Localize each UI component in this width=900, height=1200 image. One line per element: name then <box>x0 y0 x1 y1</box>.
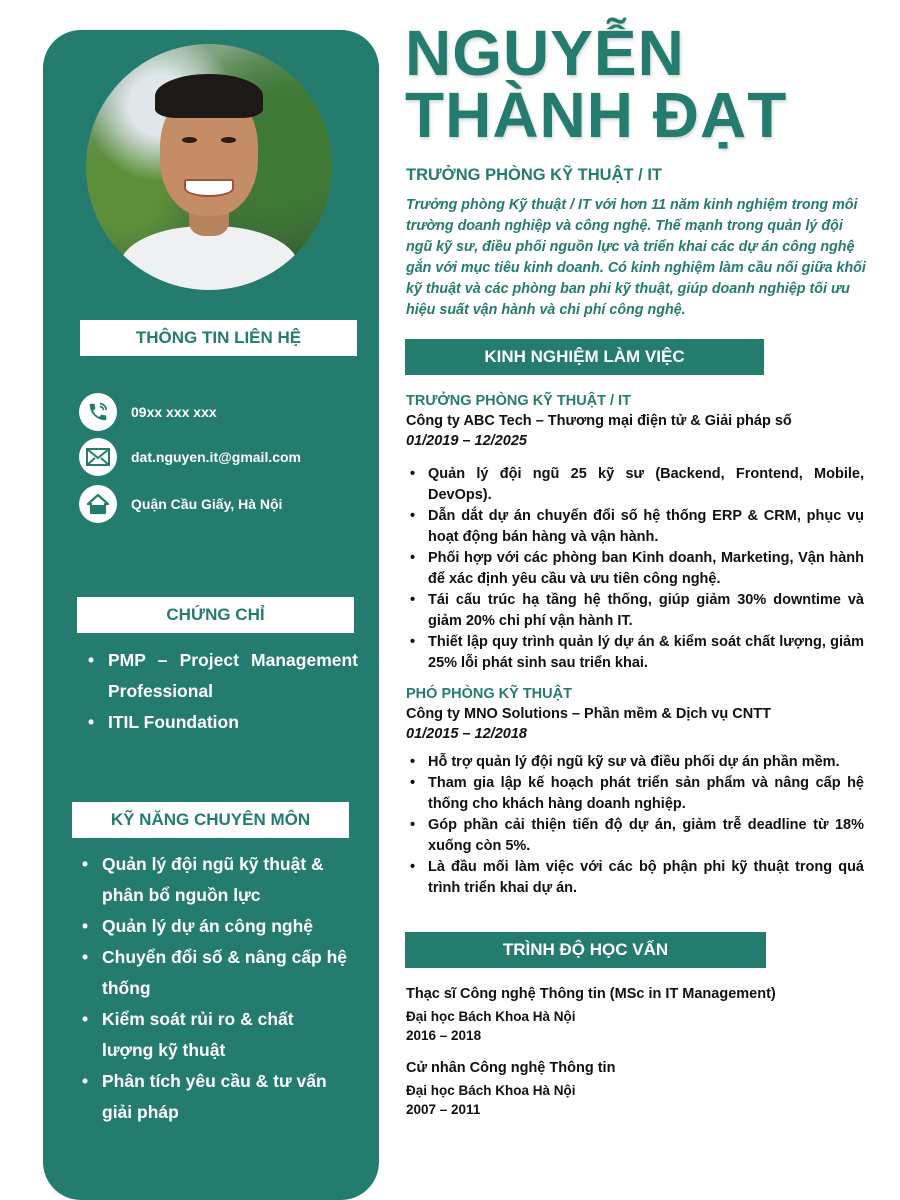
job-period: 01/2019 – 12/2025 <box>406 433 527 449</box>
job-role: TRƯỞNG PHÒNG KỸ THUẬT / IT <box>406 393 631 409</box>
skill-item: • Phân tích yêu cầu & tư vấn giải pháp <box>80 1066 348 1128</box>
skill-item: • Quản lý đội ngũ kỹ thuật & phân bổ nguồn lực <box>80 849 348 911</box>
education-degree: Cử nhân Công nghệ Thông tin <box>406 1060 616 1076</box>
name-line-1: NGUYỄN <box>405 17 685 89</box>
job-bullets <box>406 464 864 674</box>
certificate-item: • ITIL Foundation <box>86 707 358 738</box>
job-period: 01/2015 – 12/2018 <box>406 726 527 742</box>
avatar-hair <box>155 74 263 118</box>
education-school: Đại học Bách Khoa Hà Nội <box>406 1009 576 1024</box>
email-text: dat.nguyen.it@gmail.com <box>131 449 302 465</box>
job-bullet: • Tham gia lập kế hoạch phát triển sản phẩm và nâng cấp hệ thống cho khách hàng doanh nghiệp. <box>406 773 864 815</box>
education-header: TRÌNH ĐỘ HỌC VẤN <box>405 932 766 968</box>
avatar-smile <box>184 179 233 196</box>
phone-icon <box>79 393 117 431</box>
certificates-list <box>86 645 358 738</box>
job-bullets <box>406 752 864 899</box>
job-company: Công ty ABC Tech – Thương mại điện tử & Giải pháp số <box>406 413 792 429</box>
education-years: 2007 – 2011 <box>406 1102 481 1117</box>
job-bullet: • Quản lý đội ngũ 25 kỹ sư (Backend, Frontend, Mobile, DevOps). <box>406 464 864 506</box>
certificate-item: • PMP – Project Management Professional <box>86 645 358 707</box>
experience-header: KINH NGHIỆM LÀM VIỆC <box>405 339 764 375</box>
job-bullet: • Dẫn dắt dự án chuyển đổi số hệ thống ERP & CRM, phục vụ hoạt động bán hàng và vận hành. <box>406 506 864 548</box>
job-bullet: • Hỗ trợ quản lý đội ngũ kỹ sư và điều phối dự án phần mềm. <box>406 752 864 773</box>
job-role: PHÓ PHÒNG KỸ THUẬT <box>406 686 572 702</box>
job-company: Công ty MNO Solutions – Phần mềm & Dịch vụ CNTT <box>406 706 771 722</box>
contact-header: THÔNG TIN LIÊN HỆ <box>80 320 357 356</box>
skill-item: • Quản lý dự án công nghệ <box>80 911 348 942</box>
home-icon <box>79 485 117 523</box>
job-bullet: • Góp phần cải thiện tiến độ dự án, giảm trễ deadline từ 18% xuống còn 5%. <box>406 815 864 857</box>
job-bullet: • Phối hợp với các phòng ban Kinh doanh, Marketing, Vận hành để xác định yêu cầu và ưu tiên công nghệ. <box>406 548 864 590</box>
education-years: 2016 – 2018 <box>406 1028 482 1043</box>
phone-text: 09xx xxx xxx <box>131 404 217 420</box>
skills-header: KỸ NĂNG CHUYÊN MÔN <box>72 802 349 838</box>
contact-address <box>79 485 282 523</box>
candidate-name <box>405 17 788 151</box>
contact-phone <box>79 393 217 431</box>
job-bullet: • Là đầu mối làm việc với các bộ phận phi kỹ thuật trong quá trình triển khai dự án. <box>406 857 864 899</box>
contact-email <box>79 438 301 476</box>
education-degree: Thạc sĩ Công nghệ Thông tin (MSc in IT Management) <box>406 986 776 1002</box>
job-title: TRƯỞNG PHÒNG KỸ THUẬT / IT <box>406 166 663 184</box>
skill-item: • Chuyển đổi số & nâng cấp hệ thống <box>80 942 348 1004</box>
skills-list <box>80 849 348 1128</box>
name-line-2: THÀNH ĐẠT <box>405 79 788 151</box>
job-bullet: • Thiết lập quy trình quản lý dự án & kiểm soát chất lượng, giảm 25% lỗi phát sinh sau triển khai. <box>406 632 864 674</box>
education-school: Đại học Bách Khoa Hà Nội <box>406 1083 576 1098</box>
email-icon <box>79 438 117 476</box>
avatar <box>86 44 332 290</box>
certificates-header: CHỨNG CHỈ <box>77 597 354 633</box>
summary: Trưởng phòng Kỹ thuật / IT với hơn 11 năm kinh nghiệm trong môi trường doanh nghiệp và công nghệ. Thế mạnh trong quản lý đội ngũ kỹ sư, điều phối nguồn lực và triển khai các dự án công nghệ gắn với mục tiêu kinh doanh. Có kinh nghiệm làm cầu nối giữa khối kỹ thuật và các phòng ban phi kỹ thuật, giúp doanh nghiệp tối ưu hiệu suất vận hành và chi phí công nghệ. <box>406 197 866 318</box>
address-text: Quận Cầu Giấy, Hà Nội <box>131 496 283 512</box>
skill-item: • Kiểm soát rủi ro & chất lượng kỹ thuật <box>80 1004 348 1066</box>
job-bullet: • Tái cấu trúc hạ tầng hệ thống, giúp giảm 30% downtime và giảm 20% chi phí vận hành IT. <box>406 590 864 632</box>
